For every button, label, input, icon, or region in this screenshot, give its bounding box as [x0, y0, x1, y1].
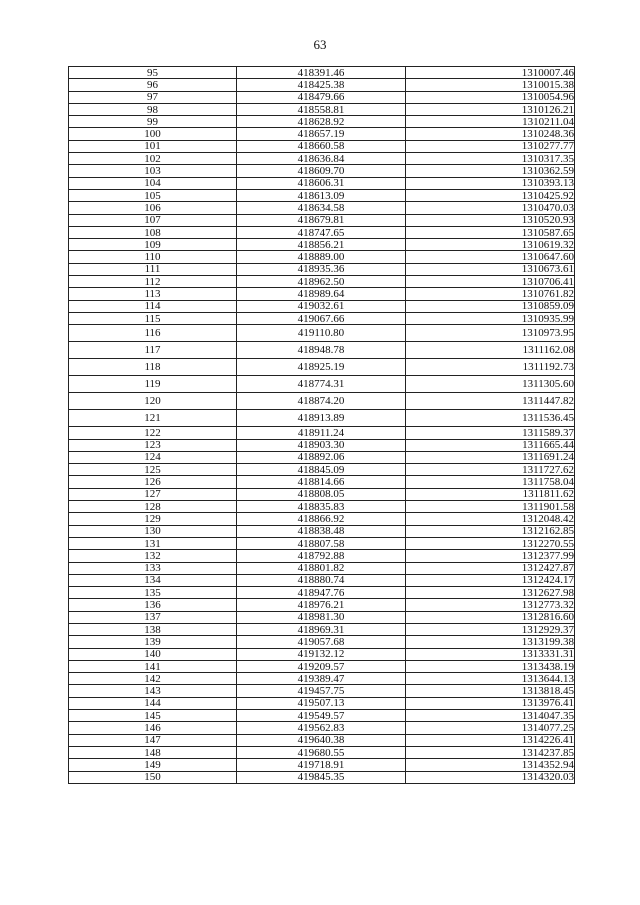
point-number-cell: 96 [69, 79, 237, 91]
y-coordinate-cell: 1314320.03 [406, 771, 575, 783]
point-number-cell: 144 [69, 697, 237, 709]
x-coordinate-cell: 418808.05 [237, 488, 406, 500]
x-coordinate-cell: 418636.84 [237, 153, 406, 165]
x-coordinate-cell: 418657.19 [237, 128, 406, 140]
x-coordinate-cell: 418892.06 [237, 451, 406, 463]
x-coordinate-cell: 418391.46 [237, 67, 406, 79]
y-coordinate-cell: 1314237.85 [406, 746, 575, 758]
point-number-cell: 101 [69, 140, 237, 152]
point-number-cell: 102 [69, 153, 237, 165]
x-coordinate-cell: 418856.21 [237, 239, 406, 251]
table-row [69, 251, 575, 263]
point-number-cell: 113 [69, 288, 237, 300]
x-coordinate-cell: 418660.58 [237, 140, 406, 152]
y-coordinate-cell: 1312377.99 [406, 550, 575, 562]
x-coordinate-cell: 418838.48 [237, 525, 406, 537]
x-coordinate-cell: 419209.57 [237, 660, 406, 672]
point-number-cell: 103 [69, 165, 237, 177]
table-row [69, 239, 575, 251]
point-number-cell: 117 [69, 342, 237, 359]
table-row [69, 476, 575, 488]
point-number-cell: 95 [69, 67, 237, 79]
point-number-cell: 135 [69, 587, 237, 599]
point-number-cell: 121 [69, 410, 237, 427]
x-coordinate-cell: 418679.81 [237, 214, 406, 226]
table-row [69, 574, 575, 586]
point-number-cell: 111 [69, 263, 237, 275]
point-number-cell: 124 [69, 451, 237, 463]
table-row [69, 300, 575, 312]
y-coordinate-cell: 1312162.85 [406, 525, 575, 537]
point-number-cell: 97 [69, 91, 237, 103]
y-coordinate-cell: 1313818.45 [406, 685, 575, 697]
x-coordinate-cell: 419640.38 [237, 734, 406, 746]
y-coordinate-cell: 1310973.95 [406, 325, 575, 342]
x-coordinate-cell: 418969.31 [237, 623, 406, 635]
table-row [69, 165, 575, 177]
x-coordinate-cell: 418911.24 [237, 427, 406, 439]
y-coordinate-cell: 1310470.03 [406, 202, 575, 214]
point-number-cell: 143 [69, 685, 237, 697]
table-row [69, 189, 575, 201]
point-number-cell: 107 [69, 214, 237, 226]
y-coordinate-cell: 1311665.44 [406, 439, 575, 451]
table-row [69, 325, 575, 342]
point-number-cell: 109 [69, 239, 237, 251]
x-coordinate-cell: 418634.58 [237, 202, 406, 214]
y-coordinate-cell: 1314226.41 [406, 734, 575, 746]
table-row [69, 685, 575, 697]
x-coordinate-cell: 418880.74 [237, 574, 406, 586]
page-number: 63 [313, 37, 327, 52]
point-number-cell: 129 [69, 513, 237, 525]
table-row [69, 67, 575, 79]
point-number-cell: 142 [69, 673, 237, 685]
table-row [69, 376, 575, 393]
x-coordinate-cell: 419718.91 [237, 759, 406, 771]
table-row [69, 697, 575, 709]
point-number-cell: 118 [69, 359, 237, 376]
y-coordinate-cell: 1310425.92 [406, 189, 575, 201]
y-coordinate-cell: 1310673.61 [406, 263, 575, 275]
x-coordinate-cell: 419389.47 [237, 673, 406, 685]
point-number-cell: 148 [69, 746, 237, 758]
y-coordinate-cell: 1310007.46 [406, 67, 575, 79]
point-number-cell: 110 [69, 251, 237, 263]
y-coordinate-cell: 1311901.58 [406, 501, 575, 513]
y-coordinate-cell: 1314077.25 [406, 722, 575, 734]
table-row [69, 153, 575, 165]
x-coordinate-cell: 418425.38 [237, 79, 406, 91]
y-coordinate-cell: 1313331.31 [406, 648, 575, 660]
y-coordinate-cell: 1310211.04 [406, 116, 575, 128]
x-coordinate-cell: 419507.13 [237, 697, 406, 709]
table-row [69, 488, 575, 500]
point-number-cell: 104 [69, 177, 237, 189]
y-coordinate-cell: 1311447.82 [406, 393, 575, 410]
x-coordinate-cell: 419680.55 [237, 746, 406, 758]
x-coordinate-cell: 418479.66 [237, 91, 406, 103]
x-coordinate-cell: 418774.31 [237, 376, 406, 393]
x-coordinate-cell: 418835.83 [237, 501, 406, 513]
y-coordinate-cell: 1311192.73 [406, 359, 575, 376]
point-number-cell: 133 [69, 562, 237, 574]
x-coordinate-cell: 418558.81 [237, 103, 406, 115]
y-coordinate-cell: 1314352.94 [406, 759, 575, 771]
point-number-cell: 134 [69, 574, 237, 586]
point-number-cell: 108 [69, 226, 237, 238]
x-coordinate-cell: 418606.31 [237, 177, 406, 189]
y-coordinate-cell: 1311162.08 [406, 342, 575, 359]
x-coordinate-cell: 418874.20 [237, 393, 406, 410]
point-number-cell: 98 [69, 103, 237, 115]
point-number-cell: 122 [69, 427, 237, 439]
y-coordinate-cell: 1313644.13 [406, 673, 575, 685]
point-number-cell: 120 [69, 393, 237, 410]
table-row [69, 660, 575, 672]
point-number-cell: 116 [69, 325, 237, 342]
table-row [69, 648, 575, 660]
point-number-cell: 149 [69, 759, 237, 771]
x-coordinate-cell: 418925.19 [237, 359, 406, 376]
table-row [69, 722, 575, 734]
y-coordinate-cell: 1312627.98 [406, 587, 575, 599]
x-coordinate-cell: 419132.12 [237, 648, 406, 660]
x-coordinate-cell: 418845.09 [237, 464, 406, 476]
y-coordinate-cell: 1311691.24 [406, 451, 575, 463]
table-row [69, 513, 575, 525]
table-row [69, 451, 575, 463]
table-row [69, 359, 575, 376]
point-number-cell: 131 [69, 537, 237, 549]
x-coordinate-cell: 418989.64 [237, 288, 406, 300]
x-coordinate-cell: 419562.83 [237, 722, 406, 734]
point-number-cell: 114 [69, 300, 237, 312]
y-coordinate-cell: 1310520.93 [406, 214, 575, 226]
table-row [69, 464, 575, 476]
x-coordinate-cell: 419110.80 [237, 325, 406, 342]
point-number-cell: 115 [69, 312, 237, 324]
x-coordinate-cell: 419457.75 [237, 685, 406, 697]
x-coordinate-cell: 418913.89 [237, 410, 406, 427]
y-coordinate-cell: 1310277.77 [406, 140, 575, 152]
table-row [69, 439, 575, 451]
table-row [69, 79, 575, 91]
point-number-cell: 138 [69, 623, 237, 635]
point-number-cell: 125 [69, 464, 237, 476]
table-row [69, 214, 575, 226]
point-number-cell: 126 [69, 476, 237, 488]
y-coordinate-cell: 1311727.62 [406, 464, 575, 476]
x-coordinate-cell: 418903.30 [237, 439, 406, 451]
point-number-cell: 99 [69, 116, 237, 128]
coordinates-table-body [69, 67, 575, 784]
y-coordinate-cell: 1310647.60 [406, 251, 575, 263]
y-coordinate-cell: 1310015.38 [406, 79, 575, 91]
table-row [69, 128, 575, 140]
x-coordinate-cell: 418962.50 [237, 276, 406, 288]
x-coordinate-cell: 418807.58 [237, 537, 406, 549]
point-number-cell: 130 [69, 525, 237, 537]
y-coordinate-cell: 1311758.04 [406, 476, 575, 488]
x-coordinate-cell: 419032.61 [237, 300, 406, 312]
table-row [69, 427, 575, 439]
y-coordinate-cell: 1310054.96 [406, 91, 575, 103]
table-row [69, 710, 575, 722]
y-coordinate-cell: 1311589.37 [406, 427, 575, 439]
y-coordinate-cell: 1312773.32 [406, 599, 575, 611]
x-coordinate-cell: 418792.88 [237, 550, 406, 562]
point-number-cell: 147 [69, 734, 237, 746]
y-coordinate-cell: 1310619.32 [406, 239, 575, 251]
table-row [69, 177, 575, 189]
point-number-cell: 132 [69, 550, 237, 562]
x-coordinate-cell: 418935.36 [237, 263, 406, 275]
y-coordinate-cell: 1312424.17 [406, 574, 575, 586]
table-row [69, 771, 575, 783]
point-number-cell: 137 [69, 611, 237, 623]
table-row [69, 103, 575, 115]
y-coordinate-cell: 1312048.42 [406, 513, 575, 525]
y-coordinate-cell: 1310393.13 [406, 177, 575, 189]
table-row [69, 611, 575, 623]
x-coordinate-cell: 418947.76 [237, 587, 406, 599]
table-row [69, 746, 575, 758]
point-number-cell: 119 [69, 376, 237, 393]
point-number-cell: 140 [69, 648, 237, 660]
y-coordinate-cell: 1310126.21 [406, 103, 575, 115]
point-number-cell: 105 [69, 189, 237, 201]
x-coordinate-cell: 418889.00 [237, 251, 406, 263]
x-coordinate-cell: 418609.70 [237, 165, 406, 177]
table-row [69, 562, 575, 574]
point-number-cell: 128 [69, 501, 237, 513]
table-row [69, 342, 575, 359]
table-row [69, 91, 575, 103]
y-coordinate-cell: 1310248.36 [406, 128, 575, 140]
table-row [69, 140, 575, 152]
y-coordinate-cell: 1310761.82 [406, 288, 575, 300]
point-number-cell: 106 [69, 202, 237, 214]
table-row [69, 587, 575, 599]
y-coordinate-cell: 1310706.41 [406, 276, 575, 288]
y-coordinate-cell: 1310362.59 [406, 165, 575, 177]
table-row [69, 636, 575, 648]
table-row [69, 202, 575, 214]
x-coordinate-cell: 418981.30 [237, 611, 406, 623]
point-number-cell: 146 [69, 722, 237, 734]
y-coordinate-cell: 1314047.35 [406, 710, 575, 722]
table-row [69, 537, 575, 549]
table-row [69, 525, 575, 537]
table-row [69, 263, 575, 275]
x-coordinate-cell: 418866.92 [237, 513, 406, 525]
x-coordinate-cell: 418814.66 [237, 476, 406, 488]
x-coordinate-cell: 418948.78 [237, 342, 406, 359]
y-coordinate-cell: 1310317.35 [406, 153, 575, 165]
point-number-cell: 145 [69, 710, 237, 722]
table-row [69, 312, 575, 324]
table-row [69, 501, 575, 513]
table-row [69, 599, 575, 611]
point-number-cell: 141 [69, 660, 237, 672]
y-coordinate-cell: 1312427.87 [406, 562, 575, 574]
point-number-cell: 100 [69, 128, 237, 140]
y-coordinate-cell: 1313199.38 [406, 636, 575, 648]
x-coordinate-cell: 419549.57 [237, 710, 406, 722]
table-row [69, 276, 575, 288]
point-number-cell: 112 [69, 276, 237, 288]
y-coordinate-cell: 1311536.45 [406, 410, 575, 427]
y-coordinate-cell: 1312816.60 [406, 611, 575, 623]
y-coordinate-cell: 1311305.60 [406, 376, 575, 393]
y-coordinate-cell: 1313438.19 [406, 660, 575, 672]
table-row [69, 550, 575, 562]
table-row [69, 410, 575, 427]
x-coordinate-cell: 418976.21 [237, 599, 406, 611]
table-row [69, 759, 575, 771]
x-coordinate-cell: 418613.09 [237, 189, 406, 201]
point-number-cell: 123 [69, 439, 237, 451]
point-number-cell: 127 [69, 488, 237, 500]
y-coordinate-cell: 1312270.55 [406, 537, 575, 549]
y-coordinate-cell: 1310859.09 [406, 300, 575, 312]
y-coordinate-cell: 1310935.99 [406, 312, 575, 324]
table-row [69, 288, 575, 300]
x-coordinate-cell: 419845.35 [237, 771, 406, 783]
table-row [69, 673, 575, 685]
table-row [69, 226, 575, 238]
y-coordinate-cell: 1311811.62 [406, 488, 575, 500]
table-row [69, 116, 575, 128]
x-coordinate-cell: 419057.68 [237, 636, 406, 648]
x-coordinate-cell: 418801.82 [237, 562, 406, 574]
point-number-cell: 136 [69, 599, 237, 611]
x-coordinate-cell: 418628.92 [237, 116, 406, 128]
coordinates-table [68, 66, 575, 784]
point-number-cell: 139 [69, 636, 237, 648]
y-coordinate-cell: 1310587.65 [406, 226, 575, 238]
y-coordinate-cell: 1312929.37 [406, 623, 575, 635]
y-coordinate-cell: 1313976.41 [406, 697, 575, 709]
table-row [69, 734, 575, 746]
table-row [69, 393, 575, 410]
x-coordinate-cell: 419067.66 [237, 312, 406, 324]
table-row [69, 623, 575, 635]
x-coordinate-cell: 418747.65 [237, 226, 406, 238]
point-number-cell: 150 [69, 771, 237, 783]
